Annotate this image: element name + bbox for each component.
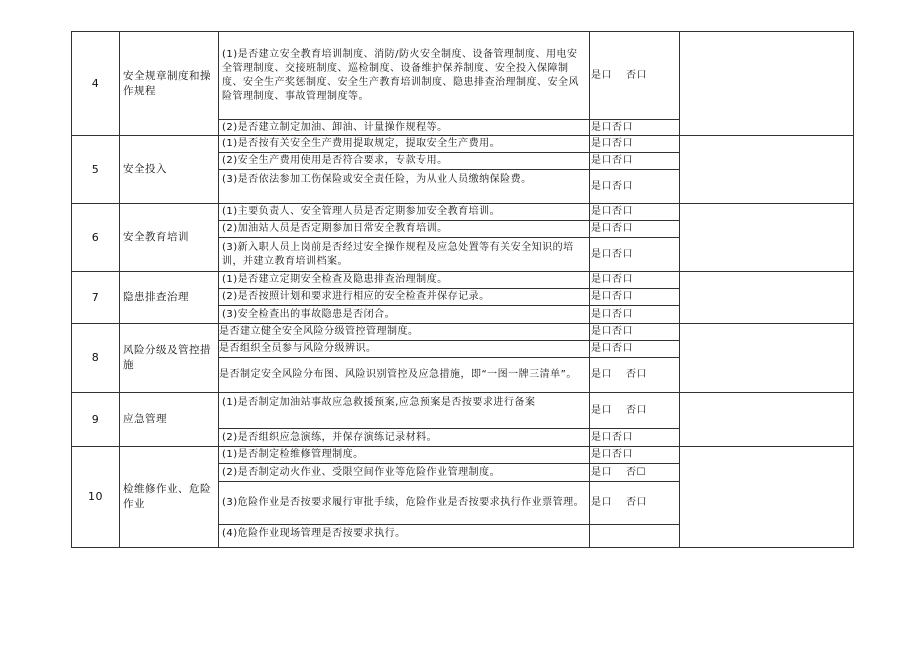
check-item: (2)是否按照计划和要求进行相应的安全检查并保存记录。 — [219, 289, 590, 306]
check-item: (1)是否按有关安全生产费用提取规定，提取安全生产费用。 — [219, 136, 590, 153]
check-item: (3)危险作业是否按要求履行审批手续，危险作业是否按要求执行作业票管理。 — [219, 482, 590, 525]
section-category: 安全规章制度和操作规程 — [120, 32, 219, 136]
remarks-cell — [680, 393, 854, 447]
check-item: 是否制定安全风险分布图、风险识别管控及应急措施，即“一图一牌三清单”。 — [219, 358, 590, 393]
check-item: (1)是否制定加油站事故应急救援预案,应急预案是否按要求进行备案 — [219, 393, 590, 429]
table-row — [72, 272, 854, 289]
yes-no-checkbox[interactable]: 是口 否☐ — [590, 464, 680, 482]
yes-no-checkbox[interactable]: 是口否口 — [590, 341, 680, 358]
section-number: 7 — [72, 272, 120, 324]
table-row — [72, 136, 854, 153]
check-item: 是否组织全员参与风险分级辨识。 — [219, 341, 590, 358]
section-number: 5 — [72, 136, 120, 204]
check-item: (4)危险作业现场管理是否按要求执行。 — [219, 525, 590, 548]
yes-no-checkbox[interactable]: 是口否口 — [590, 204, 680, 221]
yes-no-checkbox[interactable] — [590, 525, 680, 548]
table-row — [72, 204, 854, 221]
check-item: 是否建立健全安全风险分级管控管理制度。 — [219, 324, 590, 341]
section-category: 隐患排查治理 — [120, 272, 219, 324]
check-item: (1)主要负责人、安全管理人员是否定期参加安全教育培训。 — [219, 204, 590, 221]
yes-no-checkbox[interactable]: 是口否口 — [590, 447, 680, 464]
section-category: 风险分级及管控措施 — [120, 324, 219, 393]
yes-no-checkbox[interactable]: 是口 否口 — [590, 393, 680, 429]
section-category: 安全教育培训 — [120, 204, 219, 272]
section-number: 8 — [72, 324, 120, 393]
yes-no-checkbox[interactable]: 是口否口 — [590, 429, 680, 447]
table-row — [72, 447, 854, 464]
safety-checklist-table — [71, 31, 854, 548]
table-row — [72, 32, 854, 120]
section-number: 10 — [72, 447, 120, 548]
section-category: 安全投入 — [120, 136, 219, 204]
section-category: 应急管理 — [120, 393, 219, 447]
yes-no-checkbox[interactable]: 是口否口 — [590, 170, 680, 204]
section-category: 检维修作业、危险作业 — [120, 447, 219, 548]
check-item: (1)是否建立定期安全检查及隐患排查治理制度。 — [219, 272, 590, 289]
yes-no-checkbox[interactable]: 是口 否口 — [590, 358, 680, 393]
remarks-cell — [680, 136, 854, 204]
yes-no-checkbox[interactable]: 是口否口 — [590, 136, 680, 153]
section-number: 9 — [72, 393, 120, 447]
yes-no-checkbox[interactable]: 是口否口 — [590, 306, 680, 324]
yes-no-checkbox[interactable]: 是口否口 — [590, 153, 680, 170]
table-row — [72, 393, 854, 429]
yes-no-checkbox[interactable]: 是口 否口 — [590, 32, 680, 120]
check-item: (3)新入职人员上岗前是否经过安全操作规程及应急处置等有关安全知识的培训，并建立教育培训档案。 — [219, 238, 590, 272]
yes-no-checkbox[interactable]: 是口否口 — [590, 238, 680, 272]
check-item: (2)安全生产费用使用是否符合要求，专款专用。 — [219, 153, 590, 170]
remarks-cell — [680, 32, 854, 136]
yes-no-checkbox[interactable]: 是口 否口 — [590, 482, 680, 525]
section-number: 4 — [72, 32, 120, 136]
yes-no-checkbox[interactable]: 是口否口 — [590, 289, 680, 306]
table-row — [72, 324, 854, 341]
check-item: (3)是否依法参加工伤保险或安全责任险，为从业人员缴纳保险费。 — [219, 170, 590, 204]
check-item: (2)是否建立制定加油、卸油、计量操作规程等。 — [219, 120, 590, 136]
yes-no-checkbox[interactable]: 是口否口 — [590, 221, 680, 238]
remarks-cell — [680, 324, 854, 393]
yes-no-checkbox[interactable]: 是口否口 — [590, 272, 680, 289]
section-number: 6 — [72, 204, 120, 272]
remarks-cell — [680, 447, 854, 548]
check-item: (3)安全检查出的事故隐患是否闭合。 — [219, 306, 590, 324]
yes-no-checkbox[interactable]: 是口否口 — [590, 324, 680, 341]
check-item: (2)是否组织应急演练，并保存演练记录材料。 — [219, 429, 590, 447]
check-item: (2)加油站人员是否定期参加日常安全教育培训。 — [219, 221, 590, 238]
check-item: (1)是否建立安全教育培训制度、消防/防火安全制度、设备管理制度、用电安全管理制度、交接班制度、巡检制度、设备维护保养制度、安全投入保障制度、安全生产奖惩制度、安全生产教育培训制度、隐患排查治理制度、安全风险管理制度、事故管理制度等。 — [219, 32, 590, 120]
remarks-cell — [680, 204, 854, 272]
remarks-cell — [680, 272, 854, 324]
yes-no-checkbox[interactable]: 是口否口 — [590, 120, 680, 136]
check-item: (1)是否制定检维修管理制度。 — [219, 447, 590, 464]
check-item: (2)是否制定动火作业、受限空间作业等危险作业管理制度。 — [219, 464, 590, 482]
